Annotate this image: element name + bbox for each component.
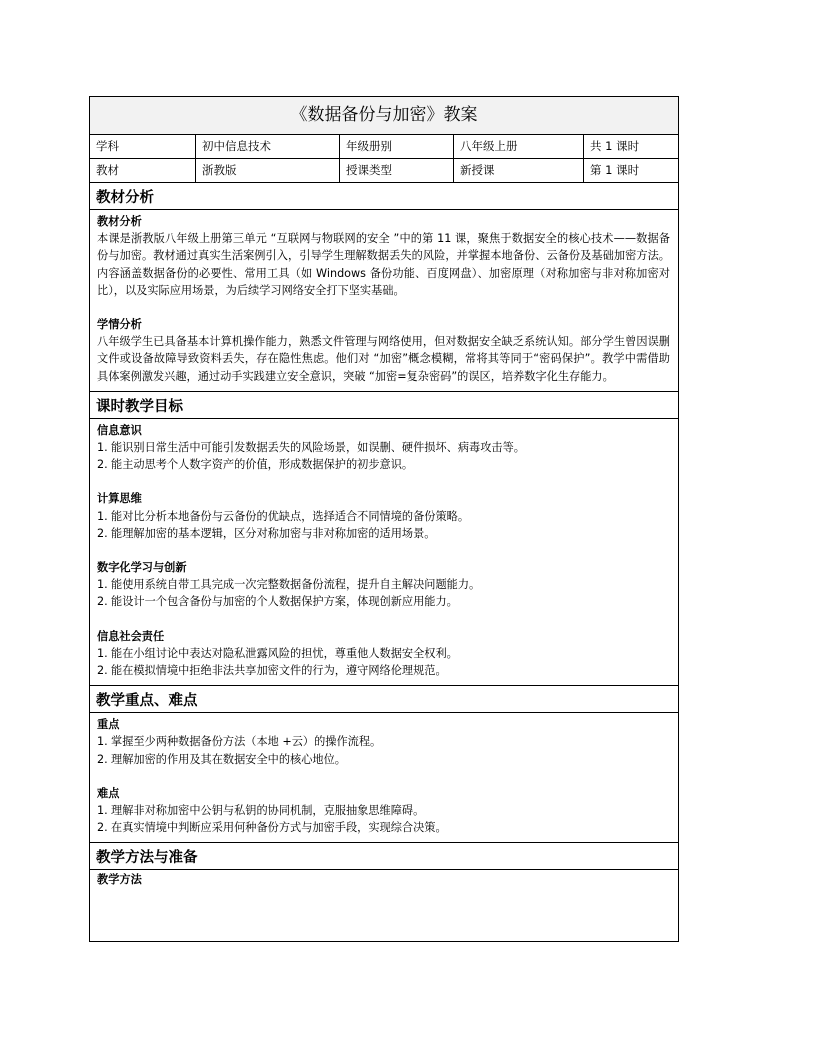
- list-item: 1. 能在小组讨论中表达对隐私泄露风险的担忧，尊重他人数据安全权利。: [97, 646, 458, 660]
- info-cell: 教材: [90, 159, 196, 182]
- list-item: 1. 能对比分析本地备份与云备份的优缺点，选择适合不同情境的备份策略。: [97, 509, 470, 523]
- info-cell: 八年级上册: [454, 135, 584, 158]
- paragraph: 八年级学生已具备基本计算机操作能力，熟悉文件管理与网络使用，但对数据安全缺乏系统认知。部分学生曾因误删文件或设备故障导致资料丢失，存在隐性焦虑。他们对 “加密”概念模糊，常将其等同于“密码保护”。教学中需借助具体案例激发兴趣，通过动手实践建立安全意识，突破 “加密=复杂密码”的误区，培养数字化生存能力。: [97, 335, 670, 383]
- list-item: 1. 掌握至少两种数据备份方法（本地 +云）的操作流程。: [97, 735, 382, 749]
- info-row-2: [90, 159, 678, 183]
- list-item: 2. 能设计一个包含备份与加密的个人数据保护方案，体现创新应用能力。: [97, 595, 458, 609]
- section-goals: [90, 392, 678, 686]
- info-cell: 授课类型: [340, 159, 454, 182]
- subsection-title: 教材分析: [97, 215, 142, 228]
- paragraph: 本课是浙教版八年级上册第三单元 “互联网与物联网的安全 ”中的第 11 课，聚焦于数据安全的核心技术——数据备份与加密。教材通过真实生活案例引入，引导学生理解数据丢失的风险，并掌握本地备份、云备份及基础加密方法。内容涵盖数据备份的必要性、常用工具（如 Windows 备份功能、百度网盘）、加密原理（对称加密与非对称加密对比），以及实际应用场景，为后续学习网络安全打下坚实基础。: [97, 232, 670, 297]
- document-title: 《数据备份与加密》教案: [90, 97, 678, 135]
- subsection-title: 学情分析: [97, 318, 142, 332]
- info-cell: 初中信息技术: [196, 135, 340, 158]
- info-cell: 浙教版: [196, 159, 340, 182]
- subsection-title: 教学方法: [97, 873, 142, 887]
- section-methods: [90, 843, 678, 894]
- lesson-plan-table: [89, 96, 679, 942]
- section-heading: 教学重点、难点: [90, 686, 678, 713]
- list-item: 2. 能理解加密的基本逻辑，区分对称加密与非对称加密的适用场景。: [97, 526, 436, 540]
- info-cell: 新授课: [454, 159, 584, 182]
- list-item: 1. 理解非对称加密中公钥与私钥的协同机制，克服抽象思维障碍。: [97, 804, 425, 818]
- subsection-title: 信息社会责任: [97, 629, 165, 643]
- info-cell: 学科: [90, 135, 196, 158]
- section-keypoints: [90, 686, 678, 843]
- section-heading: 教材分析: [90, 183, 678, 210]
- subsection-title: 数字化学习与创新: [97, 561, 187, 575]
- list-item: 2. 能主动思考个人数字资产的价值，形成数据保护的初步意识。: [97, 458, 414, 472]
- subsection-title: 难点: [97, 786, 120, 800]
- list-item: 1. 能识别日常生活中可能引发数据丢失的风险场景，如误删、硬件损坏、病毒攻击等。: [97, 441, 525, 455]
- list-item: 2. 能在模拟情境中拒绝非法共享加密文件的行为，遵守网络伦理规范。: [97, 664, 447, 678]
- info-cell: 第 1 课时: [590, 163, 640, 177]
- section-analysis: [90, 183, 678, 392]
- list-item: 2. 理解加密的作用及其在数据安全中的核心地位。: [97, 752, 346, 766]
- info-cell: 共 1 课时: [590, 139, 640, 153]
- info-row-1: [90, 135, 678, 159]
- subsection-title: 信息意识: [97, 423, 142, 437]
- subsection-title: 计算思维: [97, 492, 142, 506]
- subsection-title: 重点: [97, 718, 120, 732]
- section-heading: 教学方法与准备: [90, 843, 678, 870]
- list-item: 2. 在真实情境中判断应采用何种备份方式与加密手段，实现综合决策。: [97, 821, 447, 835]
- info-cell: 年级册别: [340, 135, 454, 158]
- list-item: 1. 能使用系统自带工具完成一次完整数据备份流程，提升自主解决问题能力。: [97, 578, 481, 592]
- section-heading: 课时教学目标: [90, 392, 678, 419]
